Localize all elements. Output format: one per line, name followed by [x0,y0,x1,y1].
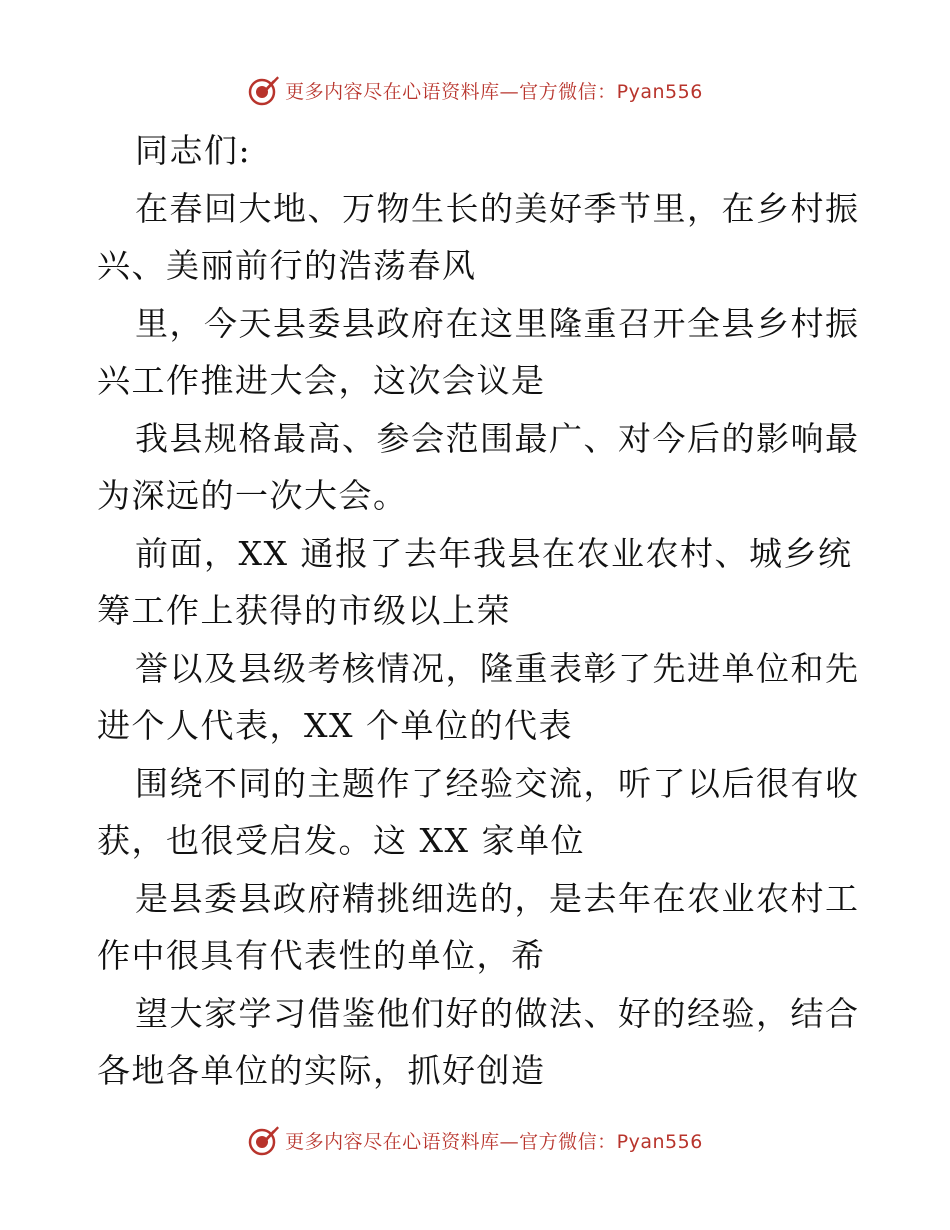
body-line: 获，也很受启发。这 XX 家单位 [97,821,585,860]
body-line: 誉以及县级考核情况，隆重表彰了先进单位和先 [135,648,860,688]
header-banner-cn: 更多内容尽在心语资料库—官方微信： [285,80,617,103]
body-line: 为深远的一次大会。 [97,476,408,515]
body-line: 在春回大地、万物生长的美好季节里，在乡村振 [135,188,860,228]
body-line: 作中很具有代表性的单位，希 [97,936,546,975]
body-line: 是县委县政府精挑细选的，是去年在农业农村工 [135,878,860,918]
document-body [97,122,860,1100]
body-line: 兴工作推进大会，这次会议是 [97,361,546,400]
body-line: 前面，XX 通报了去年我县在农业农村、城乡统 [135,533,853,573]
body-line: 各地各单位的实际，抓好创造 [97,1051,546,1090]
body-line: 望大家学习借鉴他们好的做法、好的经验，结合 [135,993,860,1033]
body-line: 里，今天县委县政府在这里隆重召开全县乡村振 [135,303,860,343]
body-line: 我县规格最高、参会范围最广、对今后的影响最 [135,418,860,458]
quill-pen-seal-icon [247,1123,281,1157]
footer-banner-wechat-id: Pyan556 [616,1130,703,1153]
body-line: 兴、美丽前行的浩荡春风 [97,246,477,285]
body-line: 同志们: [135,131,252,170]
footer-banner-text [285,1127,703,1154]
footer-banner [0,1120,950,1160]
header-banner-text [285,77,703,104]
body-line: 进个人代表，XX 个单位的代表 [97,706,573,745]
body-line: 围绕不同的主题作了经验交流，听了以后很有收 [135,763,860,803]
body-line: 筹工作上获得的市级以上荣 [97,591,511,630]
header-banner [0,70,950,110]
quill-pen-seal-icon [247,73,281,107]
header-banner-wechat-id: Pyan556 [616,80,703,103]
footer-banner-cn: 更多内容尽在心语资料库—官方微信： [285,1130,617,1153]
